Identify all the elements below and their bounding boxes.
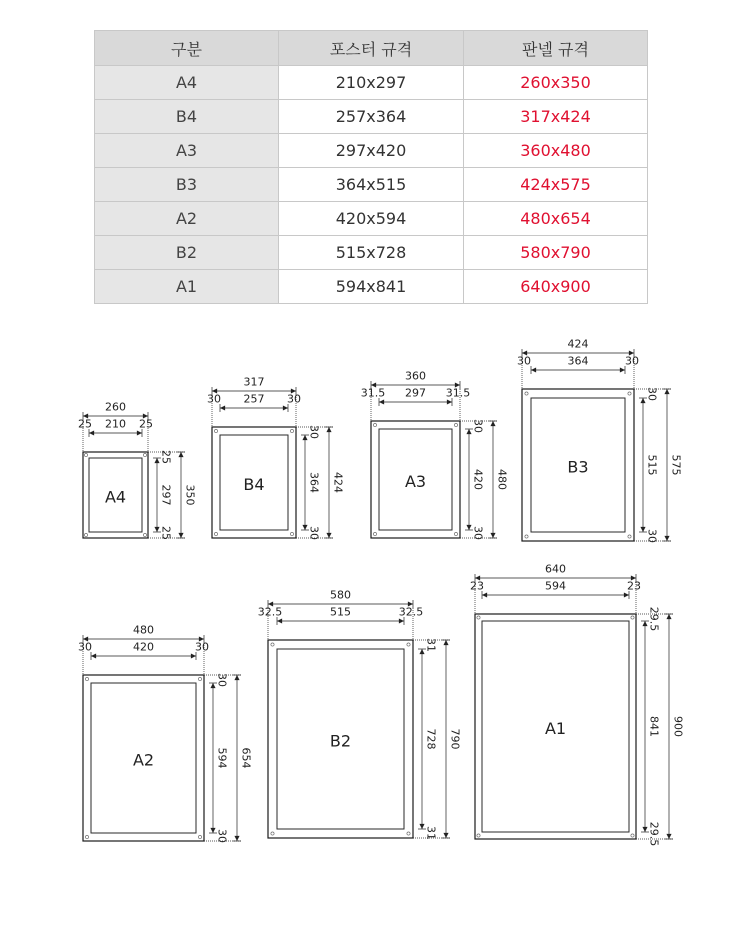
frame-a4-screw-icon [143, 453, 146, 456]
frame-a3-margin-top: 30 [471, 419, 485, 433]
frame-b4 [207, 376, 345, 541]
frame-a4-panel-width: 260 [105, 400, 126, 414]
frame-b4-screw-icon [214, 532, 217, 535]
frame-a4-poster-width-dim-arrow-right [137, 430, 142, 435]
frame-a2-screw-icon [198, 835, 201, 838]
frame-b3-screw-icon [525, 535, 528, 538]
frame-a3 [361, 370, 509, 541]
frame-b2 [258, 589, 462, 841]
frame-a2-poster-width-dim-arrow-right [191, 653, 196, 658]
frame-a1-label: A1 [544, 719, 567, 738]
type-cell: A1 [95, 270, 279, 304]
frame-a1-margin-left: 23 [470, 579, 484, 593]
frame-b3-margin-right: 30 [625, 354, 639, 368]
frame-b2-margin-left: 32.5 [257, 605, 283, 619]
frame-a2-margin-bottom: 30 [215, 829, 229, 843]
frame-a4-poster-height-dim-arrow-up [154, 458, 159, 463]
frame-a1-screw-icon [477, 616, 480, 619]
frame-b4-poster-height-dim-arrow-down [302, 525, 307, 530]
frame-a1-margin-right: 23 [627, 579, 641, 593]
frame-a3-screw-icon [373, 423, 376, 426]
poster-size-cell: 257x364 [279, 100, 464, 134]
frame-a4-poster-height: 297 [159, 484, 173, 506]
frame-b3-screw-icon [525, 392, 528, 395]
frame-b4-panel-height-dim-arrow-up [326, 427, 331, 432]
frame-a1-margin-top: 29.5 [647, 606, 661, 632]
frame-b2-poster-width-dim-arrow-right [399, 618, 404, 623]
frame-b3-margin-top: 30 [645, 387, 659, 401]
frame-a2-panel-height-dim-arrow-down [234, 836, 239, 841]
frame-a2-margin-top: 30 [215, 673, 229, 687]
frame-b2-margin-right: 32.5 [398, 605, 424, 619]
frame-b3-label: B3 [567, 457, 589, 477]
frame-b2-poster-height-dim-arrow-up [419, 649, 424, 654]
frame-a3-poster-width: 297 [405, 386, 426, 400]
frame-b3-poster-height: 515 [645, 454, 659, 476]
frame-b4-margin-top: 30 [307, 425, 321, 439]
frame-b2-screw-icon [407, 832, 410, 835]
frame-b3-poster-width-dim-arrow-left [531, 367, 536, 372]
frame-b2-margin-top: 31 [424, 638, 438, 652]
frame-a1-poster-height-dim-arrow-up [642, 621, 647, 626]
frame-b4-panel-height: 424 [331, 472, 345, 493]
panel-size-cell: 360x480 [464, 134, 648, 168]
frame-a2-panel-height: 654 [239, 747, 253, 769]
frame-a3-poster-width-dim-arrow-left [379, 399, 384, 404]
frame-b3-panel-width: 424 [567, 337, 589, 351]
type-cell: B4 [95, 100, 279, 134]
frame-a3-poster-height: 420 [471, 469, 485, 490]
frame-b4-screw-icon [290, 429, 293, 432]
frame-a2-poster-width-dim-arrow-left [91, 653, 96, 658]
frame-a4-poster-width-dim-arrow-left [89, 430, 94, 435]
frame-a1-poster-height-dim-arrow-down [642, 827, 647, 832]
frame-b2-poster-height-dim-arrow-down [419, 824, 424, 829]
frame-a3-screw-icon [454, 532, 457, 535]
frame-a3-screw-icon [454, 423, 457, 426]
poster-size-cell: 515x728 [279, 236, 464, 270]
frame-b3-panel-height: 575 [669, 454, 683, 476]
frame-b3-poster-width: 364 [567, 354, 589, 368]
type-cell: A3 [95, 134, 279, 168]
frame-b4-margin-bottom: 30 [307, 526, 321, 540]
frame-a1-poster-width: 594 [545, 579, 566, 593]
frame-b2-screw-icon [271, 643, 274, 646]
frame-b2-poster-width-dim-arrow-left [277, 618, 282, 623]
frame-a4-poster-height-dim-arrow-down [154, 527, 159, 532]
frame-a4-panel-height-dim-arrow-down [178, 533, 183, 538]
frame-b2-panel-height-dim-arrow-down [443, 833, 448, 838]
frame-a2-screw-icon [85, 835, 88, 838]
frame-a4-panel-height: 350 [183, 484, 197, 506]
frame-a3-panel-width: 360 [405, 369, 426, 383]
frame-b2-poster-height: 728 [424, 728, 438, 750]
frame-a1-poster-width-dim-arrow-left [482, 592, 487, 597]
frame-a1-panel-width: 640 [545, 562, 566, 576]
frame-b2-panel-width: 580 [330, 588, 351, 602]
frame-a3-poster-height-dim-arrow-up [466, 429, 471, 434]
panel-size-cell: 640x900 [464, 270, 648, 304]
frame-a2-poster-height-dim-arrow-up [210, 683, 215, 688]
frame-a2-panel-height-dim-arrow-up [234, 675, 239, 680]
frame-a3-poster-width-dim-arrow-right [447, 399, 452, 404]
frame-a4-poster-width: 210 [105, 417, 126, 431]
header-poster-size: 포스터 규격 [279, 31, 464, 66]
frame-a3-poster-height-dim-arrow-down [466, 525, 471, 530]
frame-b4-margin-right: 30 [287, 392, 301, 406]
frame-a2-poster-height-dim-arrow-down [210, 828, 215, 833]
frame-a1-panel-height: 900 [671, 716, 685, 737]
frame-a3-margin-bottom: 30 [471, 526, 485, 540]
frame-a3-panel-height-dim-arrow-down [490, 533, 495, 538]
panel-size-cell: 260x350 [464, 66, 648, 100]
type-cell: A4 [95, 66, 279, 100]
frame-b3-margin-bottom: 30 [645, 529, 659, 543]
header-type: 구분 [95, 31, 279, 66]
frame-b4-poster-height-dim-arrow-up [302, 435, 307, 440]
frame-a2-screw-icon [198, 677, 201, 680]
frame-a1-screw-icon [477, 834, 480, 837]
frame-b2-margin-bottom: 31 [424, 826, 438, 840]
frame-a2 [78, 624, 253, 844]
panel-size-cell: 424x575 [464, 168, 648, 202]
frame-a4-screw-icon [143, 533, 146, 536]
frame-a4-margin-top: 25 [159, 450, 173, 464]
frame-b2-panel-height-dim-arrow-up [443, 640, 448, 645]
frame-a1-panel-height-dim-arrow-down [666, 834, 671, 839]
frame-a1-poster-height: 841 [647, 716, 661, 737]
type-cell: B2 [95, 236, 279, 270]
frame-a4-screw-icon [84, 453, 87, 456]
frame-a4-screw-icon [84, 533, 87, 536]
frame-b3-screw-icon [628, 535, 631, 538]
frame-b3-poster-height-dim-arrow-down [640, 527, 645, 532]
frame-b3-poster-width-dim-arrow-right [620, 367, 625, 372]
frame-b3 [517, 338, 683, 544]
frame-a2-margin-left: 30 [78, 640, 92, 654]
frame-b3-panel-height-dim-arrow-up [664, 389, 669, 394]
frame-b2-screw-icon [407, 643, 410, 646]
frame-b2-panel-height: 790 [448, 728, 462, 750]
panel-size-cell: 580x790 [464, 236, 648, 270]
frame-b4-label: B4 [243, 475, 265, 494]
frame-a3-panel-height: 480 [495, 469, 509, 490]
frame-b3-poster-height-dim-arrow-up [640, 398, 645, 403]
frame-b2-screw-icon [271, 832, 274, 835]
type-cell: A2 [95, 202, 279, 236]
frame-a2-panel-width: 480 [133, 623, 154, 637]
frame-a4 [78, 401, 197, 541]
frame-a1-margin-bottom: 29.5 [647, 821, 661, 847]
frame-b4-margin-left: 30 [207, 392, 221, 406]
frame-b2-label: B2 [329, 731, 352, 751]
frame-b2-poster-width: 515 [330, 605, 351, 619]
frame-a1-poster-width-dim-arrow-right [624, 592, 629, 597]
frame-a4-margin-right: 25 [139, 417, 153, 431]
frame-a3-margin-right: 31.5 [445, 386, 471, 400]
poster-size-cell: 210x297 [279, 66, 464, 100]
frame-a2-poster-width: 420 [133, 640, 154, 654]
frame-b4-poster-width-dim-arrow-right [283, 405, 288, 410]
poster-size-cell: 364x515 [279, 168, 464, 202]
frame-b3-margin-left: 30 [517, 354, 531, 368]
frame-b4-poster-height: 364 [307, 472, 321, 493]
frame-a3-label: A3 [404, 472, 427, 491]
frame-a3-margin-left: 31.5 [360, 386, 386, 400]
frame-b4-poster-width-dim-arrow-left [220, 405, 225, 410]
frame-a2-poster-height: 594 [215, 747, 229, 769]
type-cell: B3 [95, 168, 279, 202]
frame-a2-margin-right: 30 [195, 640, 209, 654]
panel-size-cell: 317x424 [464, 100, 648, 134]
frame-b4-poster-width: 257 [243, 392, 265, 406]
frame-a4-margin-bottom: 25 [159, 526, 173, 540]
poster-size-cell: 420x594 [279, 202, 464, 236]
header-panel-size: 판넬 규격 [464, 31, 648, 66]
frame-b3-panel-height-dim-arrow-down [664, 536, 669, 541]
frame-a2-screw-icon [85, 677, 88, 680]
frame-a1-panel-height-dim-arrow-up [666, 614, 671, 619]
frame-b4-panel-height-dim-arrow-down [326, 533, 331, 538]
frame-a4-margin-left: 25 [78, 417, 92, 431]
poster-size-cell: 594x841 [279, 270, 464, 304]
frame-a1-screw-icon [631, 834, 634, 837]
frame-a2-label: A2 [132, 750, 155, 770]
panel-size-cell: 480x654 [464, 202, 648, 236]
frame-b3-screw-icon [628, 392, 631, 395]
frame-b4-screw-icon [214, 429, 217, 432]
poster-size-cell: 297x420 [279, 134, 464, 168]
frame-b4-panel-width: 317 [243, 375, 265, 389]
frame-a4-label: A4 [104, 487, 127, 507]
frame-a1-screw-icon [631, 616, 634, 619]
frame-a4-panel-height-dim-arrow-up [178, 452, 183, 457]
frame-a1 [470, 563, 685, 847]
frame-a3-screw-icon [373, 532, 376, 535]
frame-a3-panel-height-dim-arrow-up [490, 421, 495, 426]
frame-b4-screw-icon [290, 532, 293, 535]
